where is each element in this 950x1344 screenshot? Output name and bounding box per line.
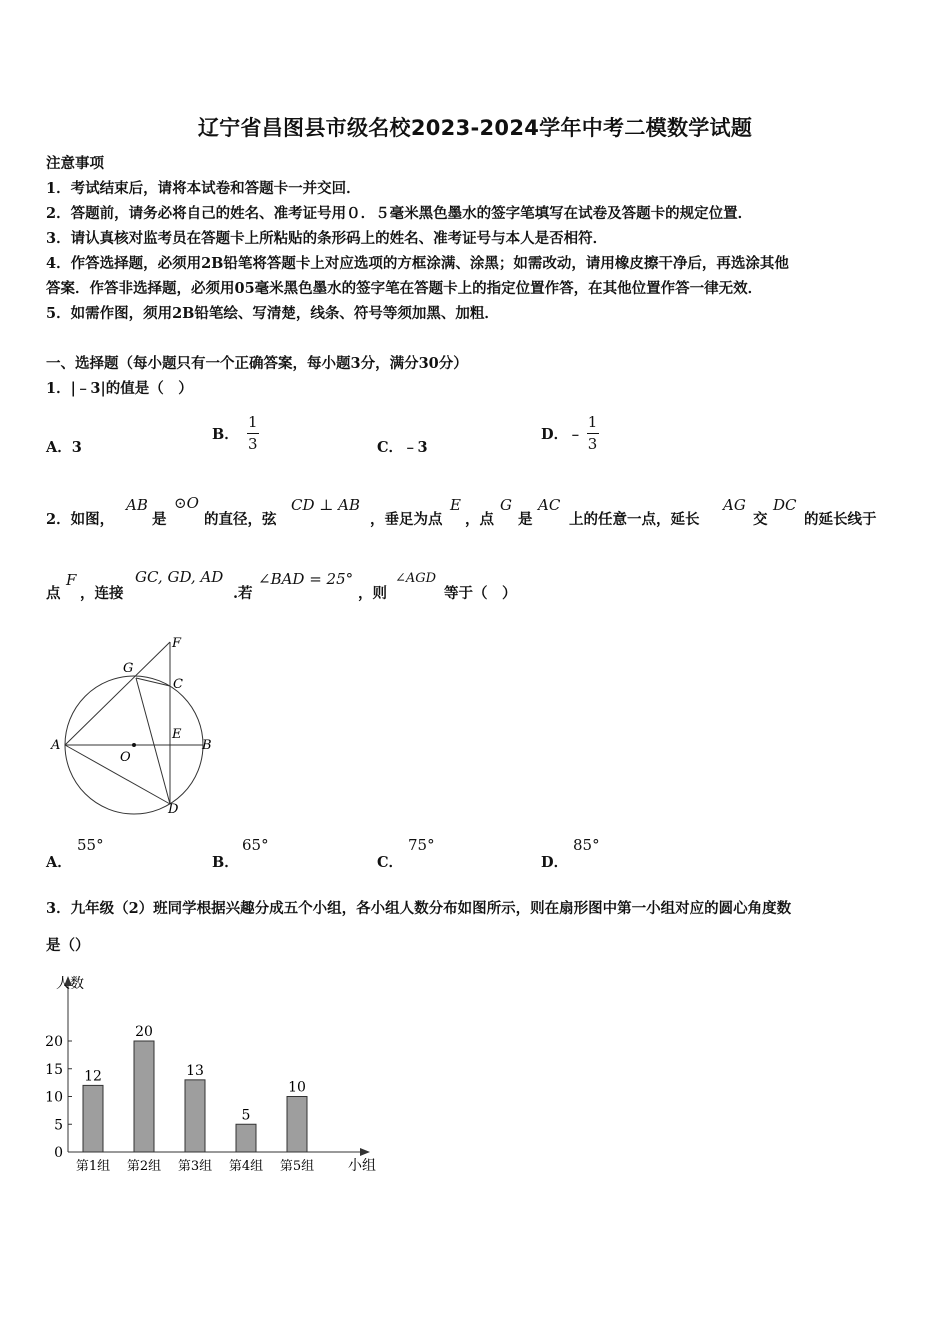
fraction-bar <box>247 433 259 434</box>
data-label: 5 <box>241 1107 251 1124</box>
q2-math: GC, GD, AD <box>135 568 224 586</box>
label-a: A <box>51 738 61 753</box>
fraction-denominator: 3 <box>587 434 598 453</box>
q2-text: 点 <box>46 585 61 602</box>
notice-item: 2．答题前，请务必将自己的姓名、准考证号用０．５毫米黑色墨水的签字笔填写在试卷及答题卡的规定位置． <box>46 205 753 222</box>
y-tick-label: 0 <box>54 1145 63 1161</box>
line-ad <box>65 745 170 804</box>
notice-item: 3．请认真核对监考员在答题卡上所粘贴的条形码上的姓名、准考证号与本人是否相符． <box>46 230 608 247</box>
q2-option-a-value: 55° <box>77 836 104 854</box>
x-tick-label: 第2组 <box>126 1159 162 1174</box>
q1-option-a: A．3 <box>46 439 82 456</box>
bar <box>236 1124 256 1152</box>
bar <box>185 1080 205 1152</box>
q2-option-d-label: D． <box>541 854 569 871</box>
q2-text: 交 <box>753 511 768 528</box>
q2-math: ∠BAD = 25° <box>258 570 354 588</box>
q1-option-b-fraction <box>247 414 259 453</box>
data-label: 20 <box>135 1024 153 1040</box>
q2-text: 是 <box>518 511 533 528</box>
q2-math: E <box>450 496 461 514</box>
x-tick-label: 第5组 <box>279 1159 315 1174</box>
q2-text: ，垂足为点 <box>370 511 443 528</box>
q2-math: CD ⊥ AB <box>291 496 361 514</box>
q2-math: ⊙O <box>174 494 199 512</box>
center-point <box>132 743 136 747</box>
y-tick-label: 5 <box>54 1117 63 1134</box>
q2-math: ∠AGD <box>395 571 437 586</box>
label-f: F <box>172 636 182 651</box>
q2-math: DC <box>773 496 797 514</box>
notice-heading: 注意事项 <box>46 155 104 172</box>
q1-stem: 1．|﹣3|的值是（ ） <box>46 380 193 397</box>
q2-text: ，点 <box>465 511 494 528</box>
fraction-numerator: 1 <box>247 412 258 431</box>
q2-text: 等于（ ） <box>444 585 517 602</box>
q2-text: 的直径，弦 <box>204 511 277 528</box>
q2-text: 的延长线于 <box>804 511 877 528</box>
q2-text: 是 <box>152 511 167 528</box>
q2-math: F <box>66 571 77 589</box>
page-title: 辽宁省昌图县市级名校2023-2024学年中考二模数学试题 <box>197 116 753 140</box>
q2-option-d-value: 85° <box>573 836 600 854</box>
notice-item: 4．作答选择题，必须用2B铅笔将答题卡上对应选项的方框涂满、涂黑；如需改动，请用橡皮擦干净后，再选涂其他 <box>46 255 789 272</box>
x-tick-label: 第1组 <box>75 1159 111 1174</box>
q3-bar-chart <box>36 968 396 1183</box>
data-label: 10 <box>288 1079 306 1096</box>
line-af <box>65 642 170 745</box>
notice-item: 答案．作答非选择题，必须用05毫米黑色墨水的签字笔在答题卡上的指定位置作答，在其他位置作答一律无效． <box>46 280 763 297</box>
bar <box>134 1041 154 1152</box>
x-axis-arrow <box>360 1148 370 1156</box>
q2-math: AB <box>126 496 148 514</box>
fraction-numerator: 1 <box>587 412 598 431</box>
q1-option-d-fraction <box>587 414 599 453</box>
section-heading: 一、选择题（每小题只有一个正确答案，每小题3分，满分30分） <box>46 355 468 372</box>
q3-text: 3．九年级（2）班同学根据兴趣分成五个小组，各小组人数分布如图所示，则在扇形图中第一小组对应的圆心角度数 <box>46 900 792 917</box>
fraction-denominator: 3 <box>247 434 258 453</box>
q2-math: AG <box>723 496 746 514</box>
notice-item: 5．如需作图，须用2B铅笔绘、写清楚，线条、符号等须加黑、加粗． <box>46 305 499 322</box>
line-gd <box>136 678 170 804</box>
y-axis-label: 人数 <box>56 976 84 992</box>
bar <box>287 1097 307 1153</box>
q2-option-c-label: C． <box>377 854 404 871</box>
q1-option-b <box>212 413 259 453</box>
q2-option-b-label: B． <box>212 854 239 871</box>
x-axis-label: 小组 <box>348 1158 376 1174</box>
q2-text: ，连接 <box>80 585 124 602</box>
q2-option-a-label: A． <box>46 854 72 871</box>
label-o: O <box>120 750 131 765</box>
q1-option-d <box>541 413 599 453</box>
y-tick-label: 10 <box>45 1089 63 1106</box>
bar <box>83 1085 103 1152</box>
q2-option-b-value: 65° <box>242 836 269 854</box>
q2-text: 上的任意一点，延长 <box>569 511 700 528</box>
q2-math: G <box>500 496 512 514</box>
q2-geometry-figure <box>46 632 226 822</box>
notice-item: 1．考试结束后，请将本试卷和答题卡一并交回． <box>46 180 361 197</box>
q3-text: 是（） <box>46 937 90 954</box>
label-d: D <box>168 802 179 817</box>
label-g: G <box>123 661 134 676</box>
q2-text: 2．如图， <box>46 511 115 528</box>
data-label: 13 <box>186 1062 204 1079</box>
q2-option-c-value: 75° <box>408 836 435 854</box>
q2-text: .若 <box>233 585 253 602</box>
q1-option-c: C．﹣3 <box>377 439 428 456</box>
q2-math: AC <box>538 496 561 514</box>
x-tick-label: 第4组 <box>228 1159 264 1174</box>
x-tick-label: 第3组 <box>177 1159 213 1174</box>
y-tick-label: 20 <box>45 1034 63 1050</box>
q1-option-d-label: D．﹣ <box>541 425 583 443</box>
data-label: 12 <box>84 1068 102 1085</box>
label-e: E <box>172 727 182 742</box>
line-gc <box>136 678 170 686</box>
label-b: B <box>202 738 212 753</box>
fraction-bar <box>587 433 599 434</box>
q2-text: ，则 <box>358 585 387 602</box>
label-c: C <box>173 677 183 692</box>
q1-option-b-label: B． <box>212 425 239 443</box>
y-tick-label: 15 <box>45 1061 63 1078</box>
